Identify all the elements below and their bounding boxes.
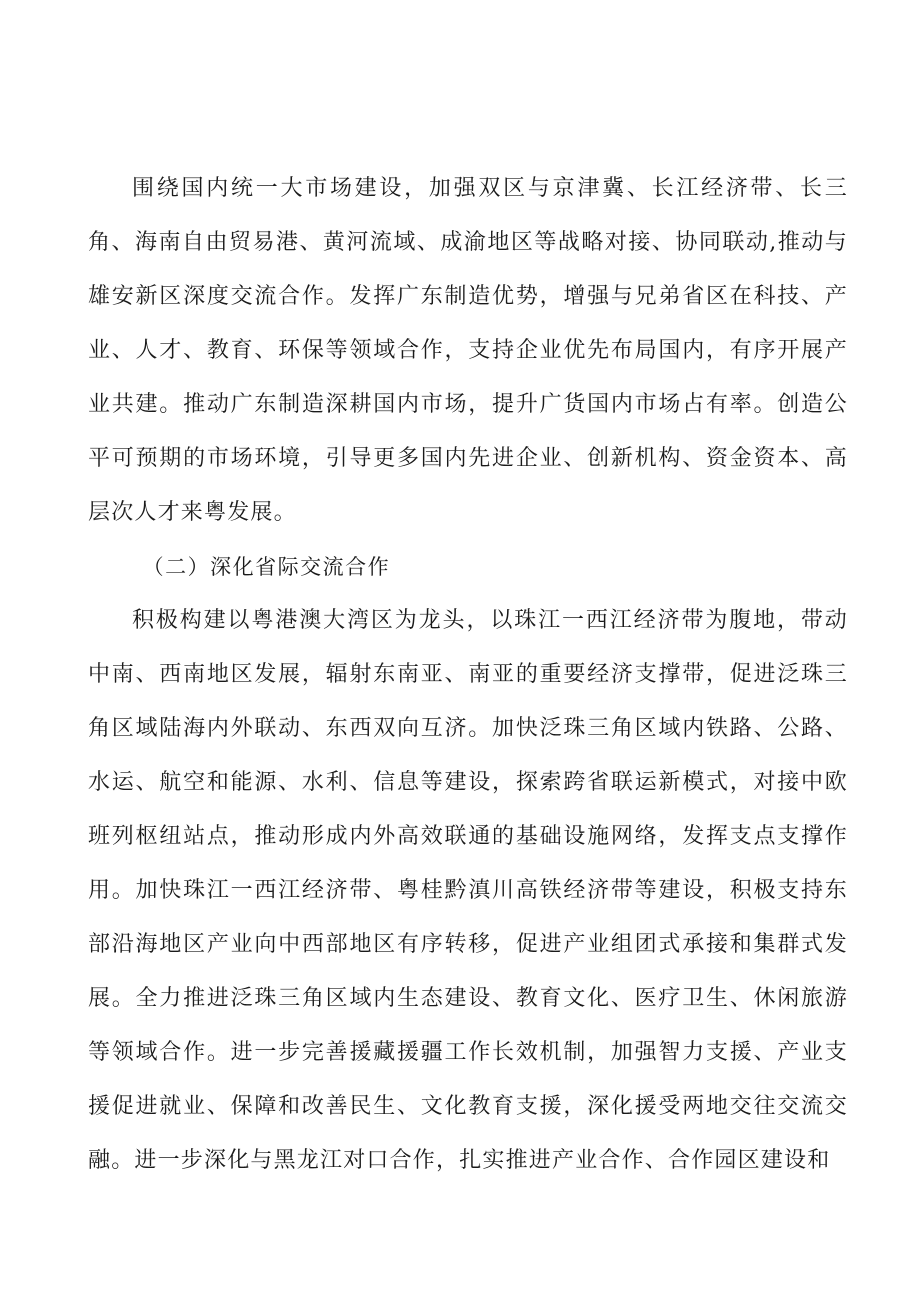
paragraph-interprovincial-cooperation: 积极构建以粤港澳大湾区为龙头，以珠江一西江经济带为腹地，带动中南、西南地区发展，辐射东南亚、南亚的重要经济支撑带，促进泛珠三角区域陆海内外联动、东西双向互济。加快泛珠三角区域内铁路、公路、水运、航空和能源、水利、信息等建设，探索跨省联运新模式，对接中欧班列枢纽站点，推动形成内外高效联通的基础设施网络，发挥支点支撑作用。加快珠江一西江经济带、粤桂黔滇川高铁经济带等建设，积极支持东部沿海地区产业向中西部地区有序转移，促进产业组团式承接和集群式发展。全力推进泛珠三角区域内生态建设、教育文化、医疗卫生、休闲旅游等领域合作。进一步完善援藏援疆工作长效机制，加强智力支援、产业支援促进就业、保障和改善民生、文化教育支援，深化援受两地交往交流交融。进一步深化与黑龙江对口合作，扎实推进产业合作、合作园区建设和 — [88, 608, 848, 1173]
document-body — [88, 162, 848, 1188]
paragraph-domestic-market: 围绕国内统一大市场建设，加强双区与京津冀、长江经济带、长三角、海南自由贸易港、黄河流域、成渝地区等战略对接、协同联动,推动与雄安新区深度交流合作。发挥广东制造优势，增强与兄弟省区在科技、产业、人才、教育、环保等领域合作，支持企业优先布局国内，有序开展产业共建。推动广东制造深耕国内市场，提升广货国内市场占有率。创造公平可预期的市场环境，引导更多国内先进企业、创新机构、资金资本、高层次人才来粤发展。 — [88, 176, 848, 525]
section-heading: （二）深化省际交流合作 — [142, 555, 391, 579]
